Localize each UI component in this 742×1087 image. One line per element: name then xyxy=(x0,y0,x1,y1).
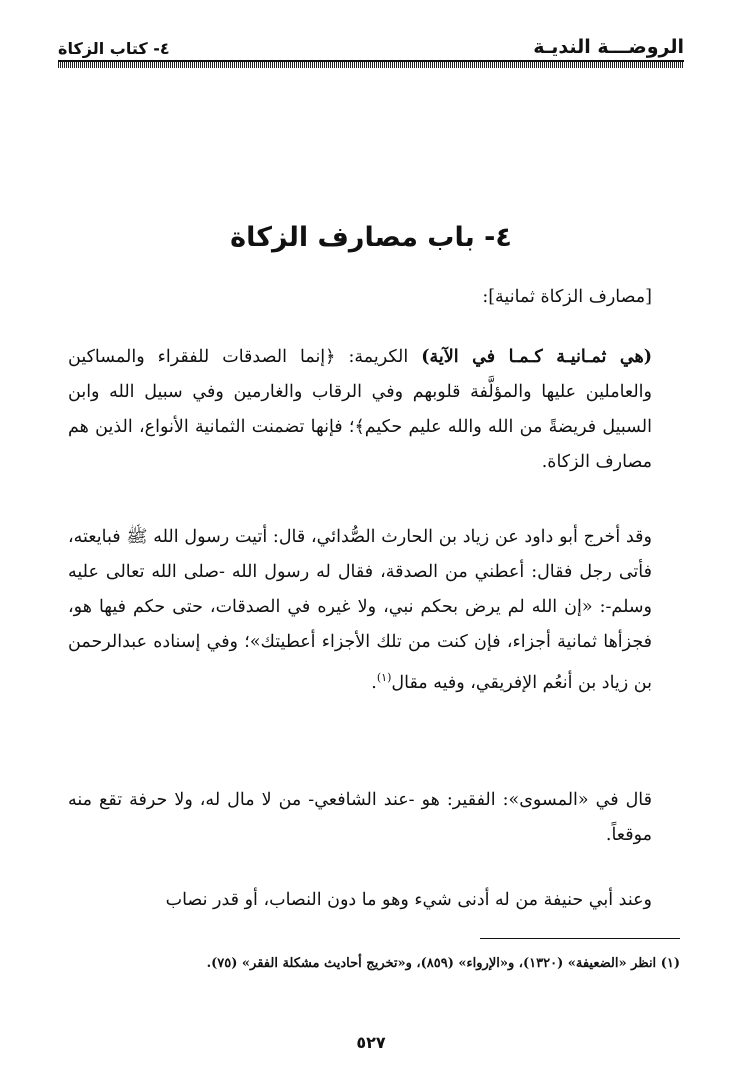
running-header xyxy=(58,26,684,58)
paragraph-2 xyxy=(68,340,674,480)
paragraph-3 xyxy=(68,520,674,701)
paragraph-5-text: وعند أبي حنيفة من له أدنى شيء وهو ما دون النصاب، أو قدر نصاب xyxy=(165,890,652,910)
header-book-title: الروضـــة النديـة xyxy=(533,36,684,58)
header-chapter-title: ٤- كتاب الزكاة xyxy=(58,39,170,58)
paragraph-2-lead: (هي ثمـانيـة كـمـا في الآية) xyxy=(421,347,652,367)
header-rule xyxy=(58,60,684,68)
chapter-title: ٤- باب مصارف الزكاة xyxy=(230,222,512,253)
footnote-reference: (١) xyxy=(376,671,392,684)
footnote-separator xyxy=(480,938,680,939)
paragraph-1-text: [مصارف الزكاة ثمانية]: xyxy=(482,287,652,307)
paragraph-4-text: قال في «المسوى»: الفقير: هو -عند الشافعي- من لا مال له، ولا حرفة تقع منه موقعاً. xyxy=(68,790,652,845)
paragraph-1 xyxy=(68,280,674,315)
paragraph-2-text: الكريمة: ﴿إنما الصدقات للفقراء والمساكين والعاملين عليها والمؤلَّفة قلوبهم وفي الرقاب والغارمين وفي سبيل الله وابن السبيل فريضةً من الله والله عليم حكيم﴾؛ فإنها تضمنت الثمانية الأنواع، الذين هم مصارف الزكاة. xyxy=(68,347,652,472)
paragraph-4 xyxy=(68,783,674,853)
paragraph-3-text: وقد أخرج أبو داود عن زياد بن الحارث الصُّدائي، قال: أتيت رسول الله ﷺ فبايعته، فأتى رجل فقال: أعطني من الصدقة، فقال له رسول الله -صلى الله تعالى عليه وسلم-: «إن الله لم يرض بحكم نبي، ولا غيره في الصدقات، حتى حكم فيها هو، فجزأها ثمانية أجزاء، فإن كنت من تلك الأجزاء أعطيتك»؛ وفي إسناده عبدالرحمن بن زياد بن أنعُم الإفريقي، وفيه مقال xyxy=(68,527,652,693)
footnote: (١) انظر «الضعيفة» (١٣٢٠)، و«الإرواء» (٨٥٩)، و«تخريج أحاديث مشكلة الفقر» (٧٥). xyxy=(206,956,680,971)
paragraph-3-end: . xyxy=(371,672,377,693)
paragraph-5 xyxy=(68,883,674,918)
page-number: ٥٢٧ xyxy=(356,1033,386,1052)
